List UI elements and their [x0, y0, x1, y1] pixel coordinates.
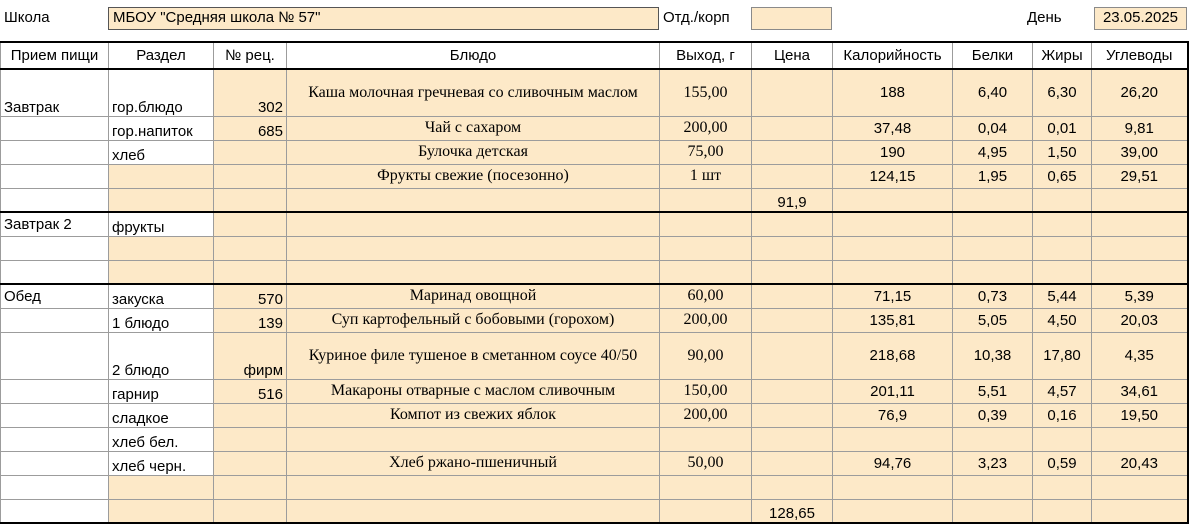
output-cell[interactable]	[660, 499, 752, 523]
table-row	[1, 332, 1188, 379]
calories-cell[interactable]	[833, 260, 953, 284]
calories-cell[interactable]: 190	[833, 140, 953, 164]
output-cell[interactable]: 150,00	[660, 379, 752, 403]
dish-cell[interactable]: Суп картофельный с бобовыми (горохом)	[287, 308, 660, 332]
price-cell[interactable]	[752, 212, 833, 236]
fat-cell[interactable]: 4,50	[1033, 308, 1092, 332]
table-row	[1, 116, 1188, 140]
recipe-cell[interactable]	[214, 188, 287, 212]
col-price: Цена	[752, 42, 833, 69]
protein-cell[interactable]	[953, 427, 1033, 451]
section-cell[interactable]	[109, 164, 214, 188]
calories-cell[interactable]: 218,68	[833, 332, 953, 379]
table-row	[1, 188, 1188, 212]
output-cell[interactable]	[660, 188, 752, 212]
calories-cell[interactable]: 71,15	[833, 284, 953, 308]
carbs-cell[interactable]	[1092, 260, 1188, 284]
recipe-cell[interactable]	[214, 140, 287, 164]
fat-cell[interactable]	[1033, 236, 1092, 260]
recipe-cell[interactable]	[214, 427, 287, 451]
meal-cell[interactable]	[1, 379, 109, 403]
price-cell[interactable]	[752, 260, 833, 284]
protein-cell[interactable]: 3,23	[953, 451, 1033, 475]
price-cell[interactable]	[752, 284, 833, 308]
price-cell[interactable]	[752, 332, 833, 379]
carbs-cell[interactable]	[1092, 236, 1188, 260]
protein-cell[interactable]	[953, 188, 1033, 212]
dish-cell[interactable]: Булочка детская	[287, 140, 660, 164]
meal-cell[interactable]	[1, 427, 109, 451]
meal-cell[interactable]	[1, 260, 109, 284]
section-cell[interactable]: гор.блюдо	[109, 69, 214, 116]
col-dish: Блюдо	[287, 42, 660, 69]
recipe-cell[interactable]	[214, 236, 287, 260]
section-cell[interactable]: хлеб	[109, 140, 214, 164]
output-cell[interactable]: 1 шт	[660, 164, 752, 188]
carbs-cell[interactable]: 9,81	[1092, 116, 1188, 140]
price-cell[interactable]	[752, 403, 833, 427]
calories-cell[interactable]: 188	[833, 69, 953, 116]
recipe-cell[interactable]: фирм	[214, 332, 287, 379]
protein-cell[interactable]: 5,51	[953, 379, 1033, 403]
meal-cell[interactable]	[1, 308, 109, 332]
table-row	[1, 403, 1188, 427]
recipe-cell[interactable]: 139	[214, 308, 287, 332]
recipe-cell[interactable]	[214, 451, 287, 475]
recipe-cell[interactable]	[214, 260, 287, 284]
price-cell[interactable]	[752, 427, 833, 451]
fat-cell[interactable]: 1,50	[1033, 140, 1092, 164]
output-cell[interactable]: 200,00	[660, 308, 752, 332]
carbs-cell[interactable]	[1092, 427, 1188, 451]
protein-cell[interactable]: 0,39	[953, 403, 1033, 427]
section-cell[interactable]: 1 блюдо	[109, 308, 214, 332]
output-cell[interactable]: 200,00	[660, 116, 752, 140]
fat-cell[interactable]	[1033, 499, 1092, 523]
fat-cell[interactable]	[1033, 475, 1092, 499]
dept-field[interactable]	[751, 7, 832, 30]
fat-cell[interactable]: 17,80	[1033, 332, 1092, 379]
carbs-cell[interactable]	[1092, 499, 1188, 523]
meal-cell[interactable]: Обед	[1, 284, 109, 308]
protein-cell[interactable]: 1,95	[953, 164, 1033, 188]
recipe-cell[interactable]: 302	[214, 69, 287, 116]
calories-cell[interactable]	[833, 188, 953, 212]
table-row	[1, 140, 1188, 164]
section-cell[interactable]	[109, 188, 214, 212]
fat-cell[interactable]: 4,57	[1033, 379, 1092, 403]
price-cell[interactable]	[752, 116, 833, 140]
protein-cell[interactable]	[953, 212, 1033, 236]
col-protein: Белки	[953, 42, 1033, 69]
price-cell[interactable]	[752, 451, 833, 475]
carbs-cell[interactable]	[1092, 212, 1188, 236]
section-cell[interactable]	[109, 236, 214, 260]
section-cell[interactable]: сладкое	[109, 403, 214, 427]
table-row	[1, 475, 1188, 499]
output-cell[interactable]: 200,00	[660, 403, 752, 427]
recipe-cell[interactable]: 685	[214, 116, 287, 140]
recipe-cell[interactable]	[214, 499, 287, 523]
school-label: Школа	[4, 9, 50, 26]
protein-cell[interactable]: 0,04	[953, 116, 1033, 140]
protein-cell[interactable]	[953, 260, 1033, 284]
dish-cell[interactable]: Компот из свежих яблок	[287, 403, 660, 427]
dish-cell[interactable]: Чай с сахаром	[287, 116, 660, 140]
table-row	[1, 451, 1188, 475]
section-cell[interactable]	[109, 260, 214, 284]
carbs-cell[interactable]: 19,50	[1092, 403, 1188, 427]
dish-cell[interactable]	[287, 236, 660, 260]
col-meal: Прием пищи	[1, 42, 109, 69]
meal-cell[interactable]	[1, 116, 109, 140]
table-row	[1, 212, 1188, 236]
meal-cell[interactable]	[1, 188, 109, 212]
header-row	[1, 42, 1188, 69]
price-cell[interactable]: 91,9	[752, 188, 833, 212]
table-row	[1, 260, 1188, 284]
price-cell[interactable]: 128,65	[752, 499, 833, 523]
meal-cell[interactable]	[1, 403, 109, 427]
carbs-cell[interactable]: 5,39	[1092, 284, 1188, 308]
calories-cell[interactable]	[833, 236, 953, 260]
meal-cell[interactable]	[1, 499, 109, 523]
calories-cell[interactable]: 135,81	[833, 308, 953, 332]
price-cell[interactable]	[752, 475, 833, 499]
meal-cell[interactable]	[1, 140, 109, 164]
section-cell[interactable]	[109, 499, 214, 523]
output-cell[interactable]: 50,00	[660, 451, 752, 475]
dish-cell[interactable]	[287, 260, 660, 284]
output-cell[interactable]	[660, 236, 752, 260]
calories-cell[interactable]	[833, 427, 953, 451]
dish-cell[interactable]	[287, 475, 660, 499]
table-row	[1, 308, 1188, 332]
calories-cell[interactable]	[833, 499, 953, 523]
output-cell[interactable]: 60,00	[660, 284, 752, 308]
meal-cell[interactable]	[1, 164, 109, 188]
table-row	[1, 427, 1188, 451]
fat-cell[interactable]: 0,16	[1033, 403, 1092, 427]
carbs-cell[interactable]: 20,03	[1092, 308, 1188, 332]
protein-cell[interactable]: 5,05	[953, 308, 1033, 332]
protein-cell[interactable]: 4,95	[953, 140, 1033, 164]
recipe-cell[interactable]: 516	[214, 379, 287, 403]
dish-cell[interactable]: Хлеб ржано-пшеничный	[287, 451, 660, 475]
fat-cell[interactable]: 0,65	[1033, 164, 1092, 188]
price-cell[interactable]	[752, 379, 833, 403]
recipe-cell[interactable]	[214, 403, 287, 427]
protein-cell[interactable]	[953, 475, 1033, 499]
section-cell[interactable]: гор.напиток	[109, 116, 214, 140]
price-cell[interactable]	[752, 164, 833, 188]
fat-cell[interactable]: 5,44	[1033, 284, 1092, 308]
meal-cell[interactable]: Завтрак 2	[1, 212, 109, 236]
dish-cell[interactable]	[287, 188, 660, 212]
recipe-cell[interactable]: 570	[214, 284, 287, 308]
section-cell[interactable]: закуска	[109, 284, 214, 308]
price-cell[interactable]	[752, 308, 833, 332]
calories-cell[interactable]: 76,9	[833, 403, 953, 427]
table-row	[1, 284, 1188, 308]
section-cell[interactable]: хлеб черн.	[109, 451, 214, 475]
output-cell[interactable]	[660, 212, 752, 236]
calories-cell[interactable]: 94,76	[833, 451, 953, 475]
output-cell[interactable]: 75,00	[660, 140, 752, 164]
protein-cell[interactable]: 0,73	[953, 284, 1033, 308]
section-cell[interactable]: хлеб бел.	[109, 427, 214, 451]
dish-cell[interactable]: Макароны отварные с маслом сливочным	[287, 379, 660, 403]
table-row	[1, 236, 1188, 260]
calories-cell[interactable]	[833, 475, 953, 499]
dish-cell[interactable]: Каша молочная гречневая со сливочным маслом	[287, 69, 660, 116]
meal-cell[interactable]	[1, 332, 109, 379]
col-carbs: Углеводы	[1092, 42, 1188, 69]
table-row	[1, 164, 1188, 188]
table-row	[1, 69, 1188, 116]
day-label: День	[1027, 9, 1062, 26]
protein-cell[interactable]: 6,40	[953, 69, 1033, 116]
section-cell[interactable]: фрукты	[109, 212, 214, 236]
col-fat: Жиры	[1033, 42, 1092, 69]
table-row	[1, 379, 1188, 403]
dish-cell[interactable]	[287, 499, 660, 523]
meal-cell[interactable]	[1, 236, 109, 260]
fat-cell[interactable]: 0,59	[1033, 451, 1092, 475]
dish-cell[interactable]: Маринад овощной	[287, 284, 660, 308]
col-recipe: № рец.	[214, 42, 287, 69]
fat-cell[interactable]	[1033, 188, 1092, 212]
calories-cell[interactable]: 37,48	[833, 116, 953, 140]
calories-cell[interactable]	[833, 212, 953, 236]
section-cell[interactable]: гарнир	[109, 379, 214, 403]
menu-table	[0, 41, 1189, 524]
table-row	[1, 499, 1188, 523]
day-field[interactable]: 23.05.2025	[1094, 7, 1187, 30]
col-output: Выход, г	[660, 42, 752, 69]
section-cell[interactable]: 2 блюдо	[109, 332, 214, 379]
fat-cell[interactable]	[1033, 260, 1092, 284]
meal-cell[interactable]: Завтрак	[1, 69, 109, 116]
dish-cell[interactable]	[287, 427, 660, 451]
meal-cell[interactable]	[1, 451, 109, 475]
carbs-cell[interactable]	[1092, 475, 1188, 499]
output-cell[interactable]: 90,00	[660, 332, 752, 379]
price-cell[interactable]	[752, 69, 833, 116]
calories-cell[interactable]: 201,11	[833, 379, 953, 403]
price-cell[interactable]	[752, 140, 833, 164]
recipe-cell[interactable]	[214, 164, 287, 188]
protein-cell[interactable]	[953, 236, 1033, 260]
dept-label: Отд./корп	[663, 9, 730, 26]
dish-cell[interactable]: Фрукты свежие (посезонно)	[287, 164, 660, 188]
protein-cell[interactable]: 10,38	[953, 332, 1033, 379]
school-field[interactable]: МБОУ "Средняя школа № 57"	[108, 7, 659, 30]
fat-cell[interactable]: 0,01	[1033, 116, 1092, 140]
carbs-cell[interactable]: 29,51	[1092, 164, 1188, 188]
dish-cell[interactable]	[287, 212, 660, 236]
recipe-cell[interactable]	[214, 212, 287, 236]
fat-cell[interactable]	[1033, 212, 1092, 236]
carbs-cell[interactable]: 20,43	[1092, 451, 1188, 475]
section-cell[interactable]	[109, 475, 214, 499]
fat-cell[interactable]: 6,30	[1033, 69, 1092, 116]
col-calories: Калорийность	[833, 42, 953, 69]
dish-cell[interactable]: Куриное филе тушеное в сметанном соусе 40/50	[287, 332, 660, 379]
carbs-cell[interactable]: 34,61	[1092, 379, 1188, 403]
calories-cell[interactable]: 124,15	[833, 164, 953, 188]
output-cell[interactable]	[660, 427, 752, 451]
protein-cell[interactable]	[953, 499, 1033, 523]
output-cell[interactable]	[660, 475, 752, 499]
col-section: Раздел	[109, 42, 214, 69]
fat-cell[interactable]	[1033, 427, 1092, 451]
carbs-cell[interactable]: 39,00	[1092, 140, 1188, 164]
output-cell[interactable]	[660, 260, 752, 284]
price-cell[interactable]	[752, 236, 833, 260]
carbs-cell[interactable]: 26,20	[1092, 69, 1188, 116]
recipe-cell[interactable]	[214, 475, 287, 499]
output-cell[interactable]: 155,00	[660, 69, 752, 116]
carbs-cell[interactable]	[1092, 188, 1188, 212]
meal-cell[interactable]	[1, 475, 109, 499]
carbs-cell[interactable]: 4,35	[1092, 332, 1188, 379]
